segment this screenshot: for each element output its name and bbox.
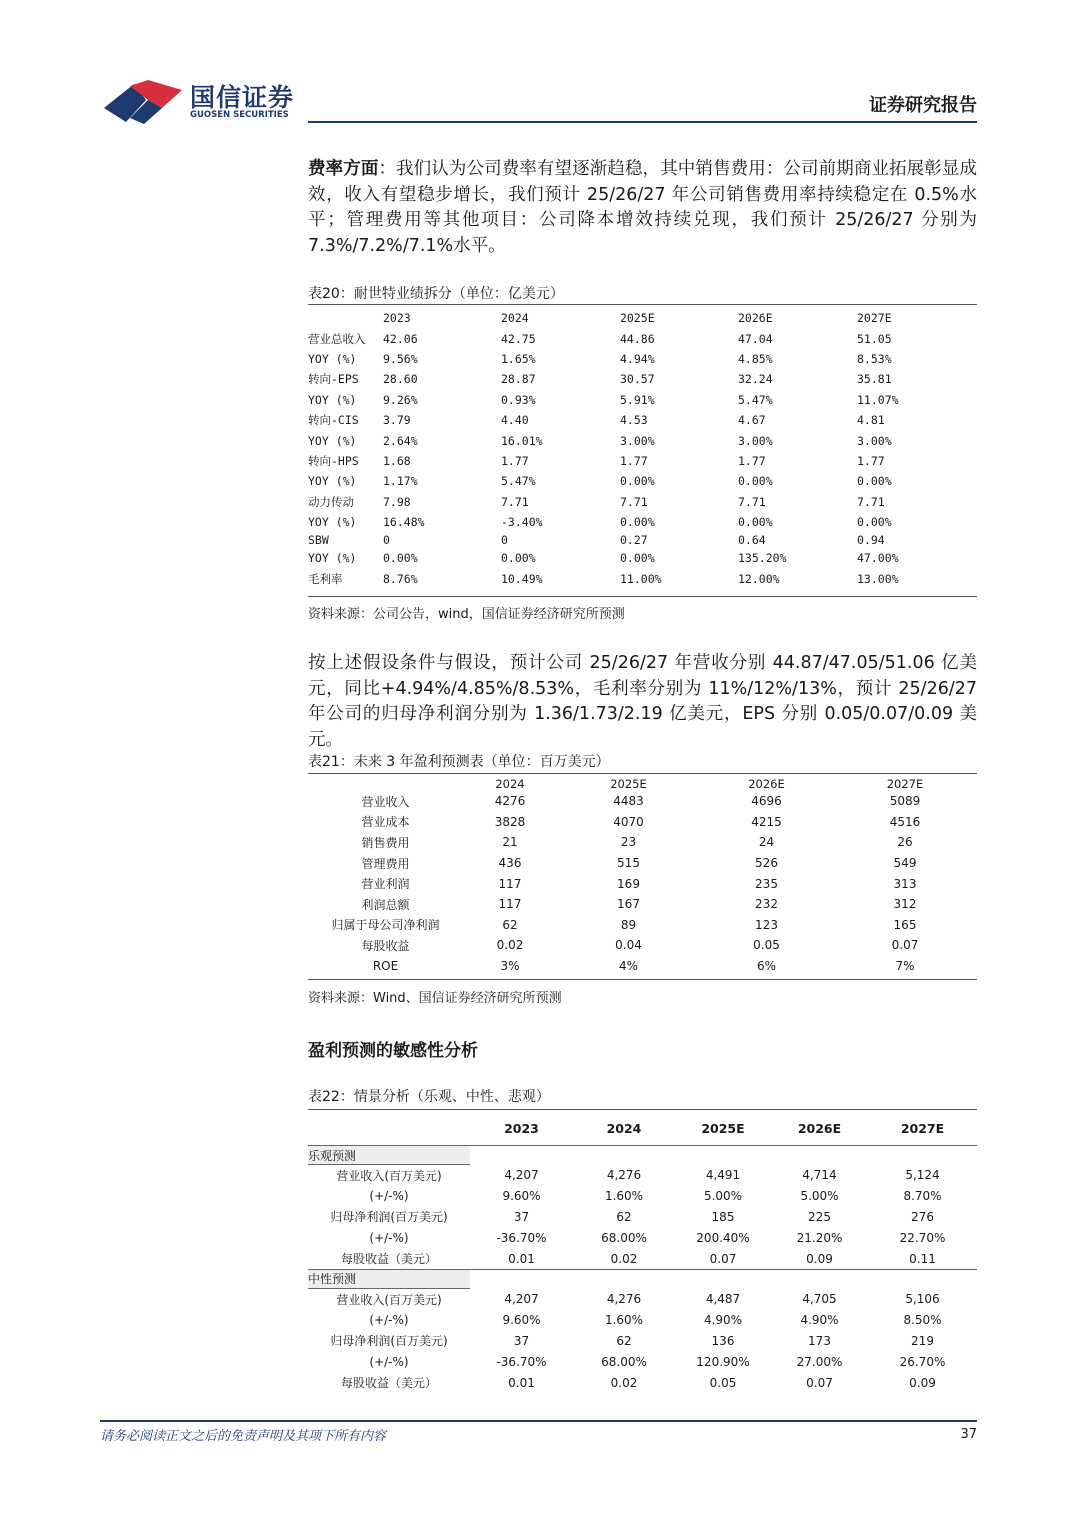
table20-row (308, 410, 977, 430)
table20-cell: 1.65% (501, 351, 536, 366)
table20-cell: 4.94% (620, 351, 655, 366)
table20-row (308, 548, 977, 568)
forecast-paragraph: 按上述假设条件与假设，预计公司 25/26/27 年营收分别 44.87/47.05/51.06 亿美元，同比+4.94%/4.85%/8.53%，毛利率分别为 11%/12%/13%，预计 25/26/27 年公司的归母净利润分别为 1.36/1.73/2.19 亿美元，EPS 分别 0.05/0.07/0.09 美元。 (308, 653, 977, 750)
table22-cell: 185 (711, 1209, 735, 1224)
table22-cell: 4,276 (606, 1168, 642, 1183)
table22-col-header: 2026E (771, 1111, 868, 1146)
table21-cell: 4276 (494, 794, 526, 809)
table22-cell: 37 (513, 1333, 530, 1348)
table20-cell: 9.26% (383, 392, 418, 407)
table20-col-header: 2025E (620, 311, 655, 326)
table22-body (308, 1111, 977, 1393)
table20-cell: 5.47% (501, 474, 536, 489)
table20-row (308, 390, 977, 410)
table20-cell: 7.71 (620, 494, 648, 509)
table21-cell: 0.02 (496, 938, 524, 953)
table20-cell: 47.00% (857, 551, 899, 566)
table22-cell: 9.60% (502, 1313, 541, 1328)
logo-mark-icon (104, 78, 184, 128)
brand-name-en: GUOSEN SECURITIES (190, 110, 289, 120)
table22-header-row (308, 1111, 977, 1146)
company-logo (104, 76, 294, 128)
table20-cell: 30.57 (620, 372, 655, 387)
table20-cell: 0.00% (857, 515, 892, 530)
table21-cell: 4% (618, 959, 639, 974)
table21-cell: 167 (617, 897, 640, 912)
table22-row (308, 1165, 977, 1186)
table21-row (308, 894, 977, 915)
table22-cell: 5,106 (905, 1292, 940, 1307)
paragraph-lead: 费率方面 (308, 159, 379, 179)
page-number: 37 (960, 1427, 977, 1442)
table20-caption: 表20：耐世特业绩拆分（单位：亿美元） (308, 286, 564, 302)
table22-cell: 0.01 (508, 1375, 535, 1390)
table21-cell: 26 (897, 835, 913, 850)
table20-cell: 7.71 (501, 494, 529, 509)
table22-cell: 4,491 (705, 1168, 741, 1183)
table20-cell: 0 (383, 533, 390, 548)
table22-cell: 200.40% (696, 1230, 750, 1245)
table20-cell: 4.40 (501, 413, 529, 428)
table22-col-header: 2023 (470, 1111, 573, 1146)
table21-row-label: 销售费用 (361, 835, 410, 850)
table20-row (308, 471, 977, 491)
table21-row-label: 利润总额 (361, 897, 410, 912)
table21-caption: 表21：未来 3 年盈利预测表（单位：百万美元） (308, 754, 610, 770)
table20-cell: 12.00% (738, 571, 780, 586)
table20-bottom-rule (308, 596, 977, 597)
table22-cell: 219 (911, 1333, 934, 1348)
table22-cell: 27.00% (796, 1354, 843, 1369)
table22-row (308, 1207, 977, 1228)
table22-cell: 9.60% (502, 1189, 541, 1204)
table20-cell: 4.85% (738, 351, 773, 366)
table20-cell: 5.91% (620, 392, 655, 407)
table22-col-header: 2024 (573, 1111, 675, 1146)
table21-row-label: 营业利润 (361, 877, 410, 892)
table22-row (308, 1248, 977, 1269)
table20-cell: 0.00% (383, 551, 418, 566)
table21-cell: 21 (502, 835, 518, 850)
table21-cell: 24 (758, 835, 775, 850)
table22-row-label: (+/-%) (369, 1230, 409, 1245)
expense-rate-paragraph (308, 157, 977, 259)
table22-cell: 1.60% (604, 1313, 644, 1328)
table20-body (308, 308, 977, 589)
table20-col-header: 2024 (501, 311, 529, 326)
table22-group-filler (470, 1269, 977, 1288)
table22-cell: 4,207 (504, 1292, 539, 1307)
table20-cell: 1.77 (620, 453, 648, 468)
table21-row-label: 每股收益 (361, 938, 410, 953)
table20-cell: 16.48% (383, 515, 425, 530)
table22-cell: 4,487 (705, 1292, 741, 1307)
table20-cell: 0.00% (620, 474, 655, 489)
table22-group-row (308, 1146, 977, 1165)
table21-row (308, 873, 977, 894)
table20-col-header (308, 308, 383, 328)
table20-col-header: 2026E (738, 311, 773, 326)
table22-cell: 22.70% (899, 1230, 946, 1245)
table22-row-label: 每股收益（美元） (340, 1252, 437, 1267)
table22-cell: 8.50% (903, 1313, 942, 1328)
table22-row (308, 1351, 977, 1372)
table20-cell: 1.77 (501, 453, 529, 468)
table21-cell: 235 (755, 876, 778, 891)
table21-profit-forecast (308, 776, 977, 976)
table22-cell: -36.70% (496, 1354, 547, 1369)
table22-cell: 0.07 (806, 1375, 833, 1390)
table21-source: 资料来源：Wind、国信证券经济研究所预测 (308, 991, 562, 1006)
table22-row-label: (+/-%) (369, 1313, 409, 1328)
table22-cell: 62 (616, 1209, 632, 1224)
table22-cell: 4,714 (802, 1168, 837, 1183)
table22-row-label: 每股收益（美元） (340, 1376, 437, 1391)
table21-cell: 0.04 (615, 938, 642, 953)
table21-row-label: 营业成本 (361, 815, 410, 830)
table22-cell: 173 (808, 1333, 831, 1348)
table20-row (308, 532, 977, 548)
table21-col-header: 2027E (886, 776, 924, 791)
table20-cell: 13.00% (857, 571, 899, 586)
table22-cell: 4,705 (802, 1292, 837, 1307)
table20-cell: 47.04 (738, 331, 773, 346)
table21-cell: 4070 (613, 814, 644, 829)
table21-cell: 62 (502, 917, 518, 932)
table20-cell: 0.93% (501, 392, 536, 407)
table20-cell: 10.49% (501, 571, 543, 586)
table22-row (308, 1310, 977, 1331)
brand-name-cn: 国信证券 (190, 83, 295, 112)
table21-cell: 312 (893, 897, 917, 912)
table22-cell: 120.90% (696, 1354, 750, 1369)
table20-cell: 4.53 (620, 413, 648, 428)
table22-cell: 5.00% (703, 1189, 743, 1204)
table21-row-label: 管理费用 (361, 856, 410, 871)
table21-col-header: 2024 (495, 776, 525, 791)
table20-cell: 32.24 (738, 372, 773, 387)
table20-row (308, 492, 977, 512)
table22-cell: 5.00% (800, 1189, 839, 1204)
table20-row (308, 569, 977, 589)
table20-cell: 1.17% (383, 474, 418, 489)
table21-cell: 4696 (751, 794, 782, 809)
table21-col-header: 2026E (748, 776, 785, 791)
table21-cell: 313 (893, 876, 917, 891)
footer-divider (100, 1420, 977, 1422)
table20-cell: 11.00% (620, 571, 662, 586)
table22-cell: 4,207 (504, 1168, 539, 1183)
table22-cell: 1.60% (604, 1189, 644, 1204)
table20-cell: 0.00% (738, 474, 773, 489)
table20-row (308, 369, 977, 389)
table21-cell: 4215 (751, 814, 782, 829)
table20-cell: 1.68 (383, 453, 411, 468)
table20-cell: 4.81 (857, 413, 885, 428)
section-title: 盈利预测的敏感性分析 (308, 1041, 478, 1061)
table22-cell: 26.70% (899, 1354, 946, 1369)
table21-cell: 7% (895, 959, 915, 974)
table21-top-rule (308, 773, 977, 774)
table20-cell: 7.71 (738, 494, 766, 509)
table22-row-label: 营业收入(百万美元) (336, 1292, 442, 1307)
table22-group-filler (470, 1146, 977, 1165)
table20-cell: 42.06 (383, 331, 418, 346)
table22-row (308, 1186, 977, 1207)
table22-scenario-analysis (308, 1111, 977, 1393)
table20-cell: 28.60 (383, 372, 418, 387)
table20-cell: 0.00% (620, 515, 655, 530)
table20-cell: 11.07% (857, 392, 899, 407)
table20-cell: 7.98 (383, 494, 411, 509)
table20-row (308, 451, 977, 471)
table22-cell: 4.90% (800, 1313, 839, 1328)
table20-cell: 5.47% (738, 392, 773, 407)
table21-row (308, 915, 977, 936)
paragraph-text: ：我们认为公司费率有望逐渐趋稳，其中销售费用：公司前期商业拓展彰显成效，收入有望稳步增长，我们预计 25/26/27 年公司销售费用率持续稳定在 0.5%水平；管理费用等其他项目：公司降本增效持续兑现，我们预计 25/26/27 分别为 7.3%/7.2%/7.1%水平。 (308, 159, 978, 256)
table20-row-label: YOY (%) (308, 515, 357, 530)
table20-col-header: 2023 (383, 311, 411, 326)
table22-col-header: 2025E (675, 1111, 771, 1146)
table20-cell: 3.00% (857, 433, 892, 448)
table20-cell: 0.00% (620, 551, 655, 566)
table20-cell: 0.00% (501, 551, 536, 566)
table22-row-label: (+/-%) (369, 1189, 409, 1204)
table20-row-label: 转向-HPS (308, 453, 359, 468)
table20-cell: 1.77 (738, 453, 766, 468)
table20-cell: 28.87 (501, 372, 536, 387)
table20-cell: 3.00% (738, 433, 773, 448)
table20-col-header: 2027E (857, 311, 892, 326)
table20-source: 资料来源：公司公告，wind，国信证券经济研究所预测 (308, 607, 625, 622)
table20-cell: -3.40% (501, 515, 543, 530)
table20-row (308, 430, 977, 450)
table21-cell: 23 (620, 835, 637, 850)
table22-cell: 68.00% (601, 1230, 647, 1245)
table22-cell: 136 (711, 1333, 735, 1348)
table22-top-rule (308, 1109, 977, 1110)
table22-row-label: 营业收入(百万美元) (336, 1168, 442, 1183)
footer-disclaimer: 请务必阅读正文之后的免责声明及其项下所有内容 (100, 1429, 387, 1444)
table20-cell: 0.00% (738, 515, 773, 530)
table22-row-label: 归母净利润(百万美元) (330, 1334, 448, 1349)
table20-cell: 44.86 (620, 331, 655, 346)
table20-row (308, 512, 977, 532)
table20-row-label: 毛利率 (308, 571, 343, 586)
table22-cell: 0.02 (610, 1375, 638, 1390)
table21-cell: 515 (617, 856, 640, 871)
table20-cell: 8.53% (857, 351, 892, 366)
table22-group-label: 中性预测 (308, 1269, 470, 1288)
table20-top-rule (308, 304, 977, 305)
table21-cell: 4516 (889, 814, 921, 829)
table21-cell: 0.07 (891, 938, 919, 953)
table21-cell: 4483 (613, 794, 644, 809)
table20-row-label: 营业总收入 (308, 331, 366, 346)
table21-col-header (308, 776, 463, 791)
header-divider (308, 121, 977, 123)
table21-bottom-rule (308, 979, 977, 980)
table20-row-label: YOY (%) (308, 392, 357, 407)
table20-cell: 0.00% (857, 474, 892, 489)
table20-row (308, 349, 977, 369)
table20-cell: 0.94 (857, 533, 885, 548)
table21-cell: 5089 (889, 794, 921, 809)
table22-cell: 0.01 (508, 1251, 535, 1266)
table20-row-label: 动力传动 (308, 494, 354, 509)
table22-cell: 4.90% (703, 1313, 743, 1328)
table20-cell: 7.71 (857, 494, 885, 509)
table22-cell: 0.02 (610, 1251, 638, 1266)
table20-cell: 42.75 (501, 331, 536, 346)
table22-cell: 276 (911, 1209, 934, 1224)
table22-cell: 5,124 (905, 1168, 940, 1183)
table20-cell: 0.27 (620, 533, 648, 548)
table22-col-header (308, 1111, 470, 1146)
table21-cell: 549 (893, 856, 917, 871)
table21-row (308, 832, 977, 853)
table21-row (308, 956, 977, 977)
table21-cell: 3828 (494, 814, 526, 829)
table21-cell: 232 (755, 897, 778, 912)
table21-row-label: 归属于母公司净利润 (331, 918, 440, 933)
table22-cell: -36.70% (496, 1230, 547, 1245)
table20-segment-breakdown (308, 308, 977, 589)
table21-header-row (308, 776, 977, 791)
table20-row (308, 328, 977, 348)
table22-cell: 0.07 (709, 1251, 737, 1266)
table21-body (308, 776, 977, 976)
table22-row (308, 1288, 977, 1309)
table21-row (308, 791, 977, 812)
table20-cell: 0.64 (738, 533, 766, 548)
table20-cell: 3.00% (620, 433, 655, 448)
table20-cell: 8.76% (383, 571, 418, 586)
table20-cell: 2.64% (383, 433, 418, 448)
table20-cell: 35.81 (857, 372, 892, 387)
table21-cell: 0.05 (753, 938, 780, 953)
table20-row-label: YOY (%) (308, 474, 357, 489)
table22-row-label: (+/-%) (369, 1354, 409, 1369)
table20-cell: 16.01% (501, 433, 543, 448)
table22-cell: 0.05 (709, 1375, 737, 1390)
table21-cell: 117 (498, 897, 522, 912)
table21-cell: 165 (893, 917, 917, 932)
table22-cell: 68.00% (601, 1354, 647, 1369)
table22-group-row (308, 1269, 977, 1288)
table20-cell: 51.05 (857, 331, 892, 346)
table20-cell: 4.67 (738, 413, 766, 428)
table22-col-header: 2027E (868, 1111, 977, 1146)
table20-row-label: SBW (308, 533, 329, 548)
table21-row (308, 935, 977, 956)
table20-cell: 9.56% (383, 351, 418, 366)
table22-row (308, 1227, 977, 1248)
table22-cell: 0.09 (909, 1375, 936, 1390)
table22-caption: 表22：情景分析（乐观、中性、悲观） (308, 1089, 550, 1105)
table22-cell: 0.09 (806, 1251, 833, 1266)
table20-header-row (308, 308, 977, 328)
table22-row (308, 1331, 977, 1352)
table22-cell: 225 (808, 1209, 831, 1224)
table21-row-label: ROE (372, 959, 399, 974)
table21-row-label: 营业收入 (361, 794, 410, 809)
table20-cell: 0 (501, 533, 508, 548)
table21-cell: 526 (755, 856, 778, 871)
table22-cell: 8.70% (903, 1189, 942, 1204)
table21-row (308, 812, 977, 833)
report-type-label: 证券研究报告 (869, 95, 977, 116)
table21-col-header: 2025E (610, 776, 647, 791)
table21-cell: 123 (755, 917, 778, 932)
table22-cell: 37 (513, 1209, 530, 1224)
table21-cell: 3% (500, 959, 520, 974)
table21-cell: 436 (498, 856, 522, 871)
table20-cell: 3.79 (383, 413, 411, 428)
table21-cell: 117 (498, 876, 522, 891)
table21-cell: 169 (617, 876, 640, 891)
table22-row-label: 归母净利润(百万美元) (330, 1210, 448, 1225)
table22-group-label: 乐观预测 (308, 1146, 470, 1165)
table20-cell: 1.77 (857, 453, 885, 468)
table20-row-label: YOY (%) (308, 351, 357, 366)
table22-cell: 0.11 (909, 1251, 936, 1266)
table21-cell: 89 (620, 917, 637, 932)
table22-cell: 21.20% (796, 1230, 843, 1245)
table20-row-label: YOY (%) (308, 433, 357, 448)
table22-cell: 62 (616, 1333, 632, 1348)
table22-row (308, 1372, 977, 1393)
table21-row (308, 853, 977, 874)
table20-row-label: 转向-EPS (308, 372, 359, 387)
table20-row-label: YOY (%) (308, 551, 357, 566)
table20-cell: 135.20% (738, 551, 787, 566)
table22-cell: 4,276 (606, 1292, 642, 1307)
table21-cell: 6% (756, 959, 777, 974)
table20-row-label: 转向-CIS (308, 413, 359, 428)
